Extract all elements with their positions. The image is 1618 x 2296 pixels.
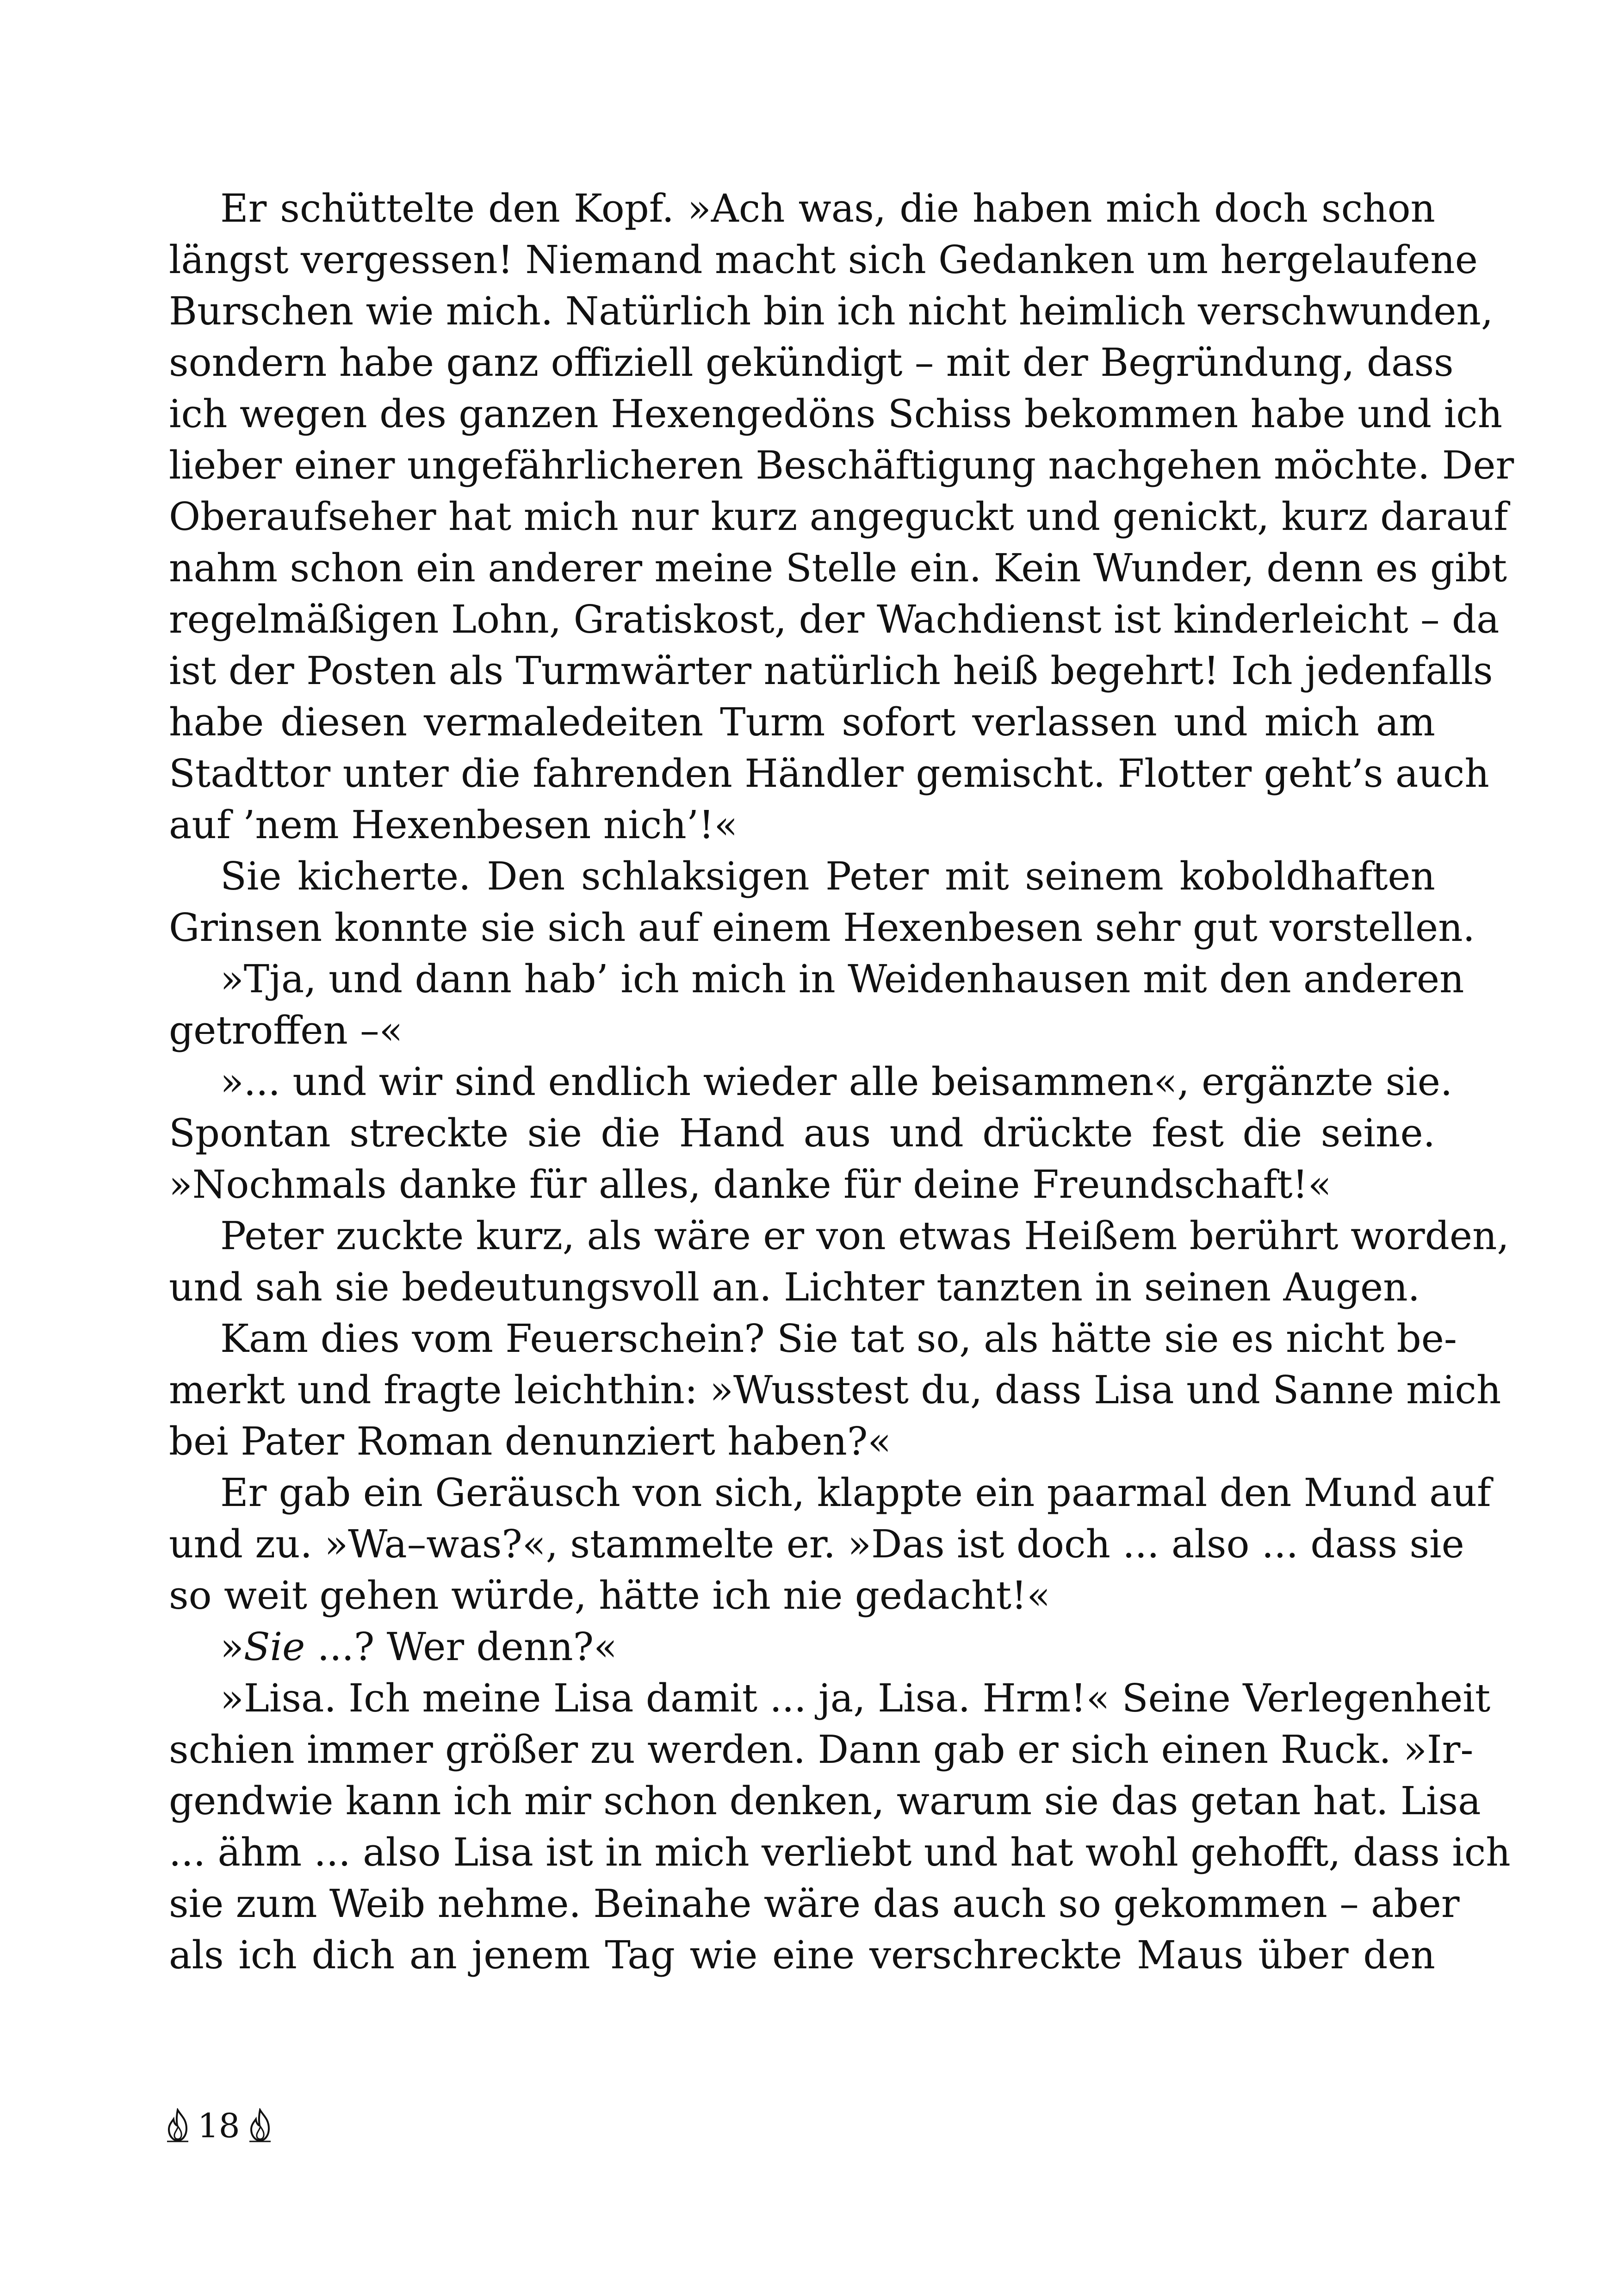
text-line: und zu. »Wa–was?«, stammelte er. »Das ist doch ... also ... dass sie xyxy=(169,1522,1464,1567)
text-line: ich wegen des ganzen Hexengedöns Schiss bekommen habe und ich xyxy=(169,392,1503,436)
text-line: gendwie kann ich mir schon denken, warum sie das getan hat. Lisa xyxy=(169,1779,1481,1823)
page-number: 18 xyxy=(198,2106,240,2145)
text-line: »Tja, und dann hab’ ich mich in Weidenhausen mit den anderen xyxy=(220,957,1464,1002)
text-line: lieber einer ungefährlicheren Beschäftigung nachgehen möchte. Der xyxy=(169,443,1514,488)
flame-icon xyxy=(164,2108,191,2143)
text-line: »Nochmals danke für alles, danke für deine Freundschaft!« xyxy=(169,1162,1332,1207)
text-segment: ...? Wer denn?« xyxy=(305,1624,617,1669)
text-line: Grinsen konnte sie sich auf einem Hexenbesen sehr gut vorstellen. xyxy=(169,905,1475,950)
text-line: schien immer größer zu werden. Dann gab er sich einen Ruck. »Ir- xyxy=(169,1727,1474,1772)
page-footer xyxy=(164,2100,273,2151)
text-line: habe diesen vermaledeiten Turm sofort verlassen und mich am xyxy=(169,700,1435,745)
text-line: Burschen wie mich. Natürlich bin ich nicht heimlich verschwunden, xyxy=(169,289,1494,334)
text-line: Er gab ein Geräusch von sich, klappte ein paarmal den Mund auf xyxy=(220,1470,1491,1515)
text-line: Er schüttelte den Kopf. »Ach was, die haben mich doch schon xyxy=(220,186,1435,231)
text-line: getroffen –« xyxy=(169,1008,403,1053)
text-line: sondern habe ganz offiziell gekündigt – mit der Begründung, dass xyxy=(169,340,1454,385)
italic-text: Sie xyxy=(243,1624,305,1669)
text-segment: » xyxy=(220,1624,244,1669)
text-line: als ich dich an jenem Tag wie eine verschreckte Maus über den xyxy=(169,1933,1435,1978)
text-line: »... und wir sind endlich wieder alle beisammen«, ergänzte sie. xyxy=(220,1059,1453,1104)
text-line: »Lisa. Ich meine Lisa damit ... ja, Lisa. Hrm!« Seine Verlegenheit xyxy=(220,1676,1491,1721)
flame-icon xyxy=(247,2108,273,2143)
text-line: auf ’nem Hexenbesen nich’!« xyxy=(169,803,738,847)
text-line: Stadttor unter die fahrenden Händler gemischt. Flotter geht’s auch xyxy=(169,751,1489,796)
text-line: längst vergessen! Niemand macht sich Gedanken um hergelaufene xyxy=(169,237,1478,282)
text-line: Kam dies vom Feuerschein? Sie tat so, als hätte sie es nicht be- xyxy=(220,1316,1457,1361)
text-line: so weit gehen würde, hätte ich nie gedacht!« xyxy=(169,1573,1051,1618)
text-line: regelmäßigen Lohn, Gratiskost, der Wachdienst ist kinderleicht – da xyxy=(169,597,1500,642)
text-line: merkt und fragte leichthin: »Wusstest du, dass Lisa und Sanne mich xyxy=(169,1368,1501,1412)
text-line: ... ähm ... also Lisa ist in mich verliebt und hat wohl gehofft, dass ich xyxy=(169,1830,1511,1875)
body-text xyxy=(169,183,1514,1981)
text-line: Peter zuckte kurz, als wäre er von etwas Heißem berührt worden, xyxy=(220,1213,1509,1258)
text-line: Spontan streckte sie die Hand aus und drückte fest die seine. xyxy=(169,1111,1435,1156)
text-line: ist der Posten als Turmwärter natürlich heiß begehrt! Ich jedenfalls xyxy=(169,648,1493,693)
text-line: Oberaufseher hat mich nur kurz angeguckt und genickt, kurz darauf xyxy=(169,494,1508,539)
text-line: bei Pater Roman denunziert haben?« xyxy=(169,1419,892,1464)
text-line: Sie kicherte. Den schlaksigen Peter mit seinem koboldhaften xyxy=(220,854,1435,899)
text-line: nahm schon ein anderer meine Stelle ein. Kein Wunder, denn es gibt xyxy=(169,546,1507,591)
text-line: und sah sie bedeutungsvoll an. Lichter tanzten in seinen Augen. xyxy=(169,1265,1420,1310)
text-line: sie zum Weib nehme. Beinahe wäre das auch so gekommen – aber xyxy=(169,1881,1460,1926)
text-line xyxy=(169,1621,1435,1673)
